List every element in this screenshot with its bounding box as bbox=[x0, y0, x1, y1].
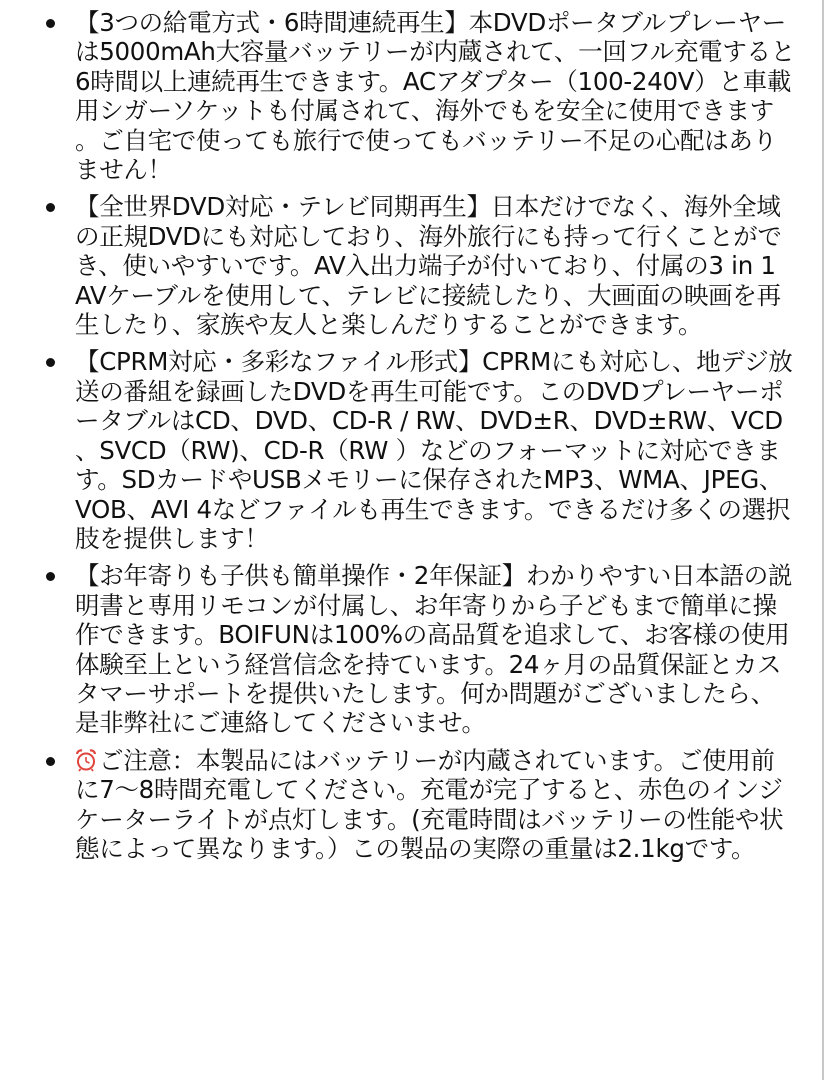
feature-body: CPRMにも対応し、地デジ放送の番組を録画したDVDを再生可能です。このDVDプレーヤーポータブルはCD、DVD、CD-R / RW、DVD±R、DVD±RW、VCD、SVCD（RW)、CD-R（RW ）などのフォーマットに対応できます。SDカードやUSBメモリーに保存されたMP3、WMA、JPEG、VOB、AVI 4などファイルも再生できます。できるだけ多くの選択肢を提供します！ bbox=[75, 347, 793, 553]
feature-list bbox=[75, 8, 795, 871]
feature-heading: 【全世界DVD対応・テレビ同期再生】 bbox=[75, 192, 491, 222]
feature-heading: 【CPRM対応・多彩なファイル形式】 bbox=[75, 347, 483, 377]
bullet-icon bbox=[46, 19, 55, 28]
feature-body: 日本だけでなく、海外全域の正規DVDにも対応しており、海外旅行にも持って行くことができ、使いやすいです。AV入出力端子が付いており、付属の3 in 1 AVケーブルを使用して、テレビに接続したり、大画面の映画を再生したり、家族や友人と楽しんだりすることができます。 bbox=[75, 192, 782, 340]
feature-body: 本DVDポータブルプレーヤーは5000mAh大容量バッテリーが内蔵されて、一回フル充電すると6時間以上連続再生できます。ACアダプター（100-240V）と車載用シガーソケットも付属されて、海外でもを安全に使用できます。ご自宅で使っても旅行で使ってもバッテリー不足の心配はありません！ bbox=[75, 8, 795, 185]
feature-heading: 【お年寄りも子供も簡単操作・2年保証】 bbox=[75, 561, 526, 591]
bullet-icon bbox=[46, 757, 55, 766]
feature-item-formats bbox=[75, 347, 795, 553]
feature-item-warranty bbox=[75, 561, 795, 737]
feature-item-region bbox=[75, 192, 795, 339]
feature-heading: 【3つの給電方式・6時間連続再生】 bbox=[75, 8, 469, 37]
bullet-icon bbox=[46, 572, 55, 581]
feature-body: 本製品にはバッテリーが内蔵されています。ご使用前に7〜8時間充電してください。充電が完了すると、赤色のインジケーターライトが点灯します。(充電時間はバッテリーの性能や状態によって異なります。）この製品の実際の重量は2.1kgです。 bbox=[75, 745, 784, 863]
bullet-icon bbox=[46, 358, 55, 367]
alarm-clock-icon bbox=[75, 748, 97, 772]
feature-item-power bbox=[75, 8, 795, 184]
bullet-icon bbox=[46, 203, 55, 212]
feature-item-notice bbox=[75, 746, 795, 864]
feature-body: わかりやすい日本語の説明書と専用リモコンが付属し、お年寄りから子どもまで簡単に操作できます。BOIFUNは100%の高品質を追求して、お客様の使用体験至上という経営信念を持ています。24ヶ月の品質保証とカスタマーサポートを提供いたします。何か問題がございましたら、是非弊社にご連絡してくださいませ。 bbox=[75, 561, 793, 738]
feature-heading: ご注意： bbox=[99, 745, 196, 775]
